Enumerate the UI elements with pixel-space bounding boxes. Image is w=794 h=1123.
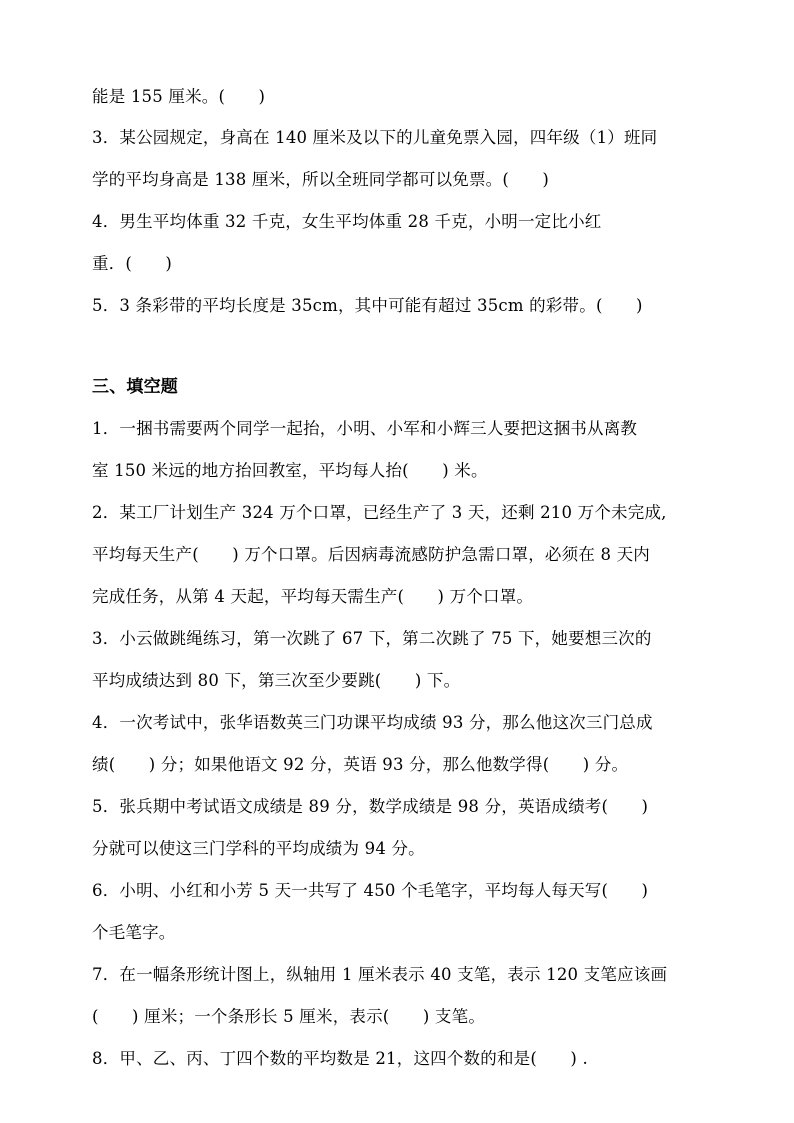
fill-q7-line1: 7．在一幅条形统计图上，纵轴用 1 厘米表示 40 支笔，表示 120 支笔应该画 [92, 965, 668, 984]
fill-q6-line1: 6．小明、小红和小芳 5 天一共写了 450 个毛笔字，平均每人每天写( ) [92, 881, 649, 900]
fill-q3-line2: 平均成绩达到 80 下，第三次至少要跳( ) 下。 [92, 671, 461, 690]
fill-q4-line1: 4．一次考试中，张华语数英三门功课平均成绩 93 分，那么他这次三门总成 [92, 713, 653, 732]
fill-q4-line2: 绩( ) 分；如果他语文 92 分，英语 93 分，那么他数学得( ) 分。 [92, 755, 629, 774]
fill-q3-line1: 3．小云做跳绳练习，第一次跳了 67 下，第二次跳了 75 下，她要想三次的 [92, 629, 652, 648]
judgment-q5: 5．3 条彩带的平均长度是 35cm，其中可能有超过 35cm 的彩带。( ) [92, 296, 643, 315]
fill-q2-line3: 完成任务，从第 4 天起，平均每天需生产( ) 万个口罩。 [92, 587, 534, 606]
fill-q5-line2: 分就可以使这三门学科的平均成绩为 94 分。 [92, 839, 425, 858]
judgment-q3-line1: 3．某公园规定，身高在 140 厘米及以下的儿童免票入园，四年级（1）班同 [92, 128, 658, 147]
judgment-q4-line1: 4．男生平均体重 32 千克，女生平均体重 28 千克，小明一定比小红 [92, 212, 602, 231]
fill-q6-line2: 个毛笔字。 [92, 923, 176, 942]
fill-q8-line1: 8．甲、乙、丙、丁四个数的平均数是 21，这四个数的和是( ) . [92, 1049, 588, 1068]
fill-q2-line1: 2．某工厂计划生产 324 万个口罩，已经生产了 3 天，还剩 210 万个未完成, [92, 503, 667, 522]
section-title-fill-blank: 三、填空题 [92, 377, 178, 397]
judgment-q4-line2: 重．( ) [92, 254, 173, 273]
fill-q5-line1: 5．张兵期中考试语文成绩是 89 分，数学成绩是 98 分，英语成绩考( ) [92, 797, 649, 816]
fill-q1-line1: 1．一捆书需要两个同学一起抬，小明、小军和小辉三人要把这捆书从离教 [92, 419, 638, 438]
fill-q2-line2: 平均每天生产( ) 万个口罩。后因病毒流感防护急需口罩，必须在 8 天内 [92, 545, 651, 564]
judgment-q3-line2: 学的平均身高是 138 厘米，所以全班同学都可以免票。( ) [92, 170, 550, 189]
judgment-q2-continued: 能是 155 厘米。( ) [92, 87, 266, 106]
fill-q1-line2: 室 150 米远的地方抬回教室，平均每人抬( ) 米。 [92, 461, 488, 480]
fill-q7-line2: ( ) 厘米；一个条形长 5 厘米，表示( ) 支笔。 [92, 1007, 486, 1026]
